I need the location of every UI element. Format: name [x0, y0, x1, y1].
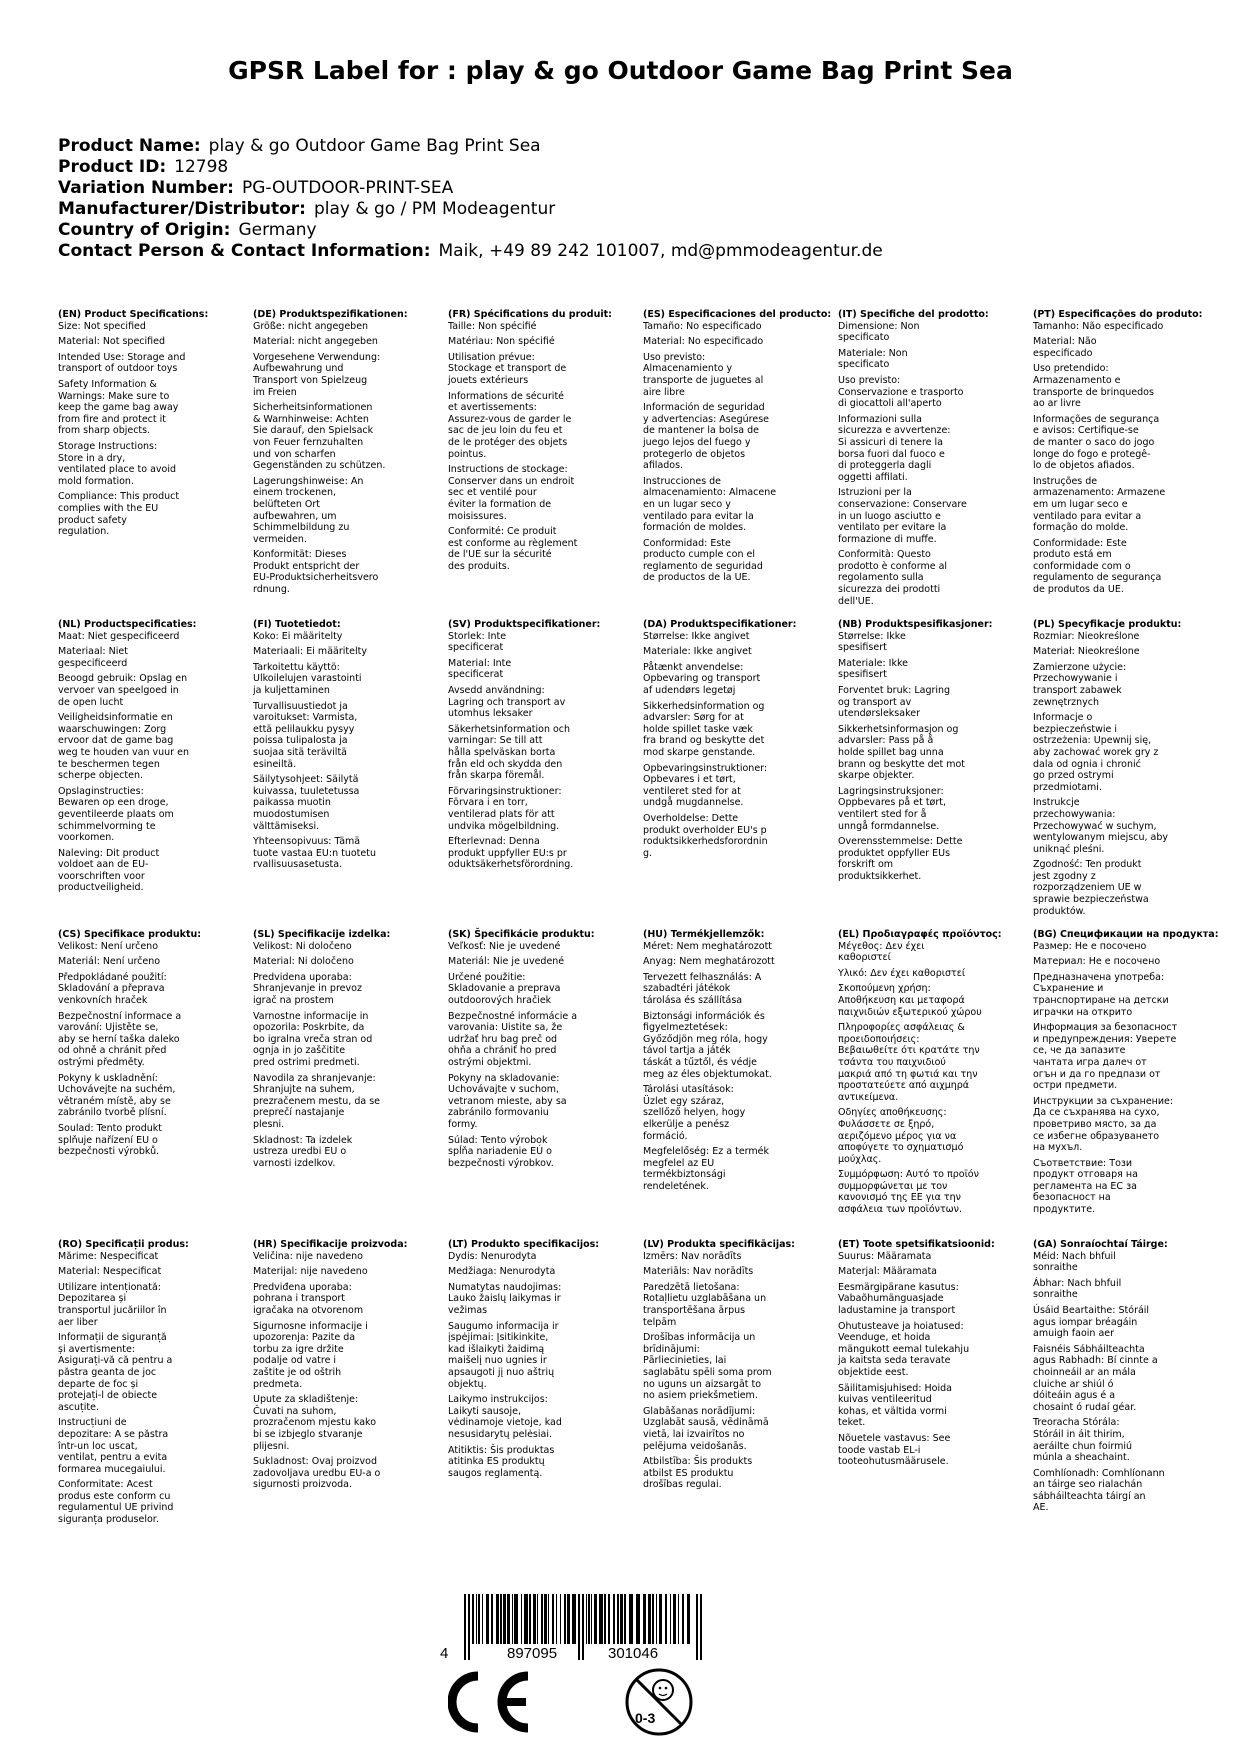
spec-line: Súlad: Tento výrobok spĺňa nariadenie EÚ o bezpečnosti výrobkov. — [448, 1134, 554, 1169]
info-label: Country of Origin: — [58, 220, 231, 240]
spec-line: Materijal: nije navedeno — [253, 1266, 368, 1278]
spec-block — [253, 309, 428, 600]
spec-line: Varnostne informacije in opozorila: Poskrbite, da bo igralna vreča stran od ognja in jo zaščitite pred ostrimi predmeti. — [253, 1010, 373, 1068]
spec-block — [58, 309, 233, 542]
spec-line: Comhlíonadh: Comhlíonann an táirge seo rialachán sábháilteachta táirgí an AE. — [1033, 1467, 1165, 1514]
spec-line: Soulad: Tento produkt splňuje nařízení EU o bezpečnosti výrobků. — [58, 1122, 163, 1158]
spec-line: Material: No especificado — [643, 336, 764, 348]
spec-line: Lagerungshinweise: An einem trockenen, belüfteten Ort aufbewahren, um Schimmelbildung zu vermeiden. — [253, 475, 364, 545]
spec-line: Sigurnosne informacije i upozorenja: Pazite da torbu za igre držite podalje od vatre i zaštite je od oštrih predmeta. — [253, 1320, 368, 1390]
spec-line: Méid: Nach bhfuil sonraithe — [1033, 1250, 1116, 1274]
info-value: PG-OUTDOOR-PRINT-SEA — [241, 178, 454, 198]
spec-line: Bezpečnostné informácie a varovania: Uistite sa, že udržať hru bag preč od ohňa a chrániť ho pred ostrými objektmi. — [448, 1010, 578, 1068]
barcode-bar — [687, 1594, 690, 1644]
spec-block — [58, 929, 233, 1162]
spec-line: Skladnost: Ta izdelek ustreza uredbi EU o varnosti izdelkov. — [253, 1134, 353, 1169]
barcode-bar — [665, 1594, 667, 1644]
spec-heading: (BG) Спецификации на продукта: — [1033, 929, 1219, 940]
spec-line: Material: Nespecificat — [58, 1266, 162, 1278]
spec-line: Zgodność: Ten produkt jest zgodny z rozporządzeniem UE w sprawie bezpieczeństwa produktów. — [1033, 859, 1149, 917]
spec-line: Informacje o bezpieczeństwie i ostrzeżenia: Upewnij się, aby zachować worek gry z dala od ognia i chronić go przed ostrymi przedmiotami. — [1033, 712, 1159, 793]
spec-heading: (FI) Tuotetiedot: — [253, 619, 341, 630]
barcode-bar — [524, 1594, 528, 1644]
spec-line: Πληροφορίες ασφάλειας & προειδοποιήσεις: Βεβαιωθείτε ότι κρατάτε την τσάντα του παιχνιδιού μακριά από τη φωτιά και την προστατεύετε από αιχμηρά αντικείμενα. — [838, 1022, 980, 1103]
spec-heading: (DE) Produktspezifikationen: — [253, 309, 408, 320]
spec-line: Materiale: Non specificato — [838, 347, 908, 371]
spec-line: Materiale: Ikke angivet — [643, 646, 752, 658]
spec-line: Материал: Не е посочено — [1033, 956, 1161, 968]
barcode-bar — [594, 1594, 597, 1644]
info-value: play & go Outdoor Game Bag Print Sea — [208, 136, 541, 156]
barcode-bar — [659, 1594, 662, 1644]
spec-heading: (GA) Sonraíochtaí Táirge: — [1033, 1239, 1168, 1250]
spec-line: Beoogd gebruik: Opslag en vervoer van speelgoed in de open lucht — [58, 673, 188, 708]
country-row — [58, 220, 1188, 241]
spec-block — [838, 1239, 1013, 1472]
spec-line: Naleving: Dit product voldoet aan de EU- voorschriften voor productveiligheid. — [58, 847, 160, 894]
barcode-bar — [678, 1594, 679, 1644]
spec-line: Efterlevnad: Denna produkt uppfyller EU:s pr oduktsäkerhetsförordning. — [448, 836, 574, 871]
spec-line: Compliance: This product complies with the EU product safety regulation. — [58, 491, 180, 538]
info-label: Contact Person & Contact Information: — [58, 241, 431, 261]
spec-line: Materiaal: Niet gespecificeerd — [58, 646, 128, 669]
barcode-bar — [652, 1594, 654, 1644]
spec-block — [838, 619, 1013, 886]
spec-line: Uso previsto: Conservazione e trasporto di giocattoli all'aperto — [838, 374, 964, 410]
ce-mark-icon — [448, 1670, 538, 1734]
spec-heading: (PT) Especificações do produto: — [1033, 309, 1203, 320]
spec-line: Laikymo instrukcijos: Laikyti sausoje, vėdinamoje vietoje, kad nesusidarytų pelėsiai. — [448, 1394, 562, 1440]
spec-line: Instrucciones de almacenamiento: Almacene en un lugar seco y ventilado para evitar la formación de moldes. — [643, 475, 777, 534]
spec-line: Conformité: Ce produit est conforme au règlement de l'UE sur la sécurité des produits. — [448, 526, 578, 572]
spec-heading: (SV) Produktspecifikationer: — [448, 619, 601, 630]
barcode-bar — [560, 1594, 561, 1644]
manufacturer-row — [58, 199, 1188, 220]
spec-line: Izmērs: Nav norādīts — [643, 1250, 742, 1262]
spec-line: Určené použitie: Skladovanie a preprava outdoorových hračiek — [448, 971, 561, 1006]
barcode-bar — [537, 1594, 538, 1644]
spec-line: Vorgesehene Verwendung: Aufbewahrung und Transport von Spielzeug im Freien — [253, 351, 381, 398]
spec-line: Size: Not specified — [58, 320, 146, 332]
spec-line: Atbilstība: Šis produkts atbilst ES produktu drošības regulai. — [643, 1456, 753, 1491]
info-value: play & go / PM Modeagentur — [313, 199, 556, 219]
barcode-bar — [464, 1594, 466, 1660]
barcode-bar — [478, 1594, 480, 1644]
spec-line: Mărime: Nespecificat — [58, 1250, 159, 1262]
barcode-bar — [533, 1594, 536, 1644]
spec-line: Koko: Ei määritelty — [253, 630, 343, 642]
spec-line: Υλικό: Δεν έχει καθοριστεί — [838, 967, 966, 979]
spec-line: Medžiaga: Nenurodyta — [448, 1266, 556, 1278]
spec-block — [448, 929, 623, 1173]
spec-line: Informazioni sulla sicurezza e avvertenze: Si assicuri di tenere la borsa fuori dal fuoco e di proteggerla dagli oggetti affilati. — [838, 413, 951, 483]
spec-heading: (SK) Špecifikácie produktu: — [448, 929, 595, 940]
spec-line: Dimensione: Non specificato — [838, 320, 920, 344]
spec-line: Velikost: Není určeno — [58, 940, 159, 952]
barcode-bar — [604, 1594, 606, 1644]
spec-line: Saugumo informacija ir įspėjimai: Įsitikinkite, kad išlaikyti žaidimą maišelį nuo ugnies ir apsaugoti jį nuo aštrių objektų. — [448, 1320, 559, 1390]
product-id-row — [58, 157, 1188, 178]
spec-line: Bezpečnostní informace a varování: Ujistěte se, aby se herní taška daleko od ohně a chránit před ostrými předměty. — [58, 1010, 182, 1068]
spec-heading: (LT) Produkto specifikacijos: — [448, 1239, 600, 1250]
info-value: Maik, +49 89 242 101007, md@pmmodeagentur.de — [438, 241, 883, 261]
spec-line: Säilytysohjeet: Säilytä kuivassa, tuuletetussa paikassa muotin muodostumisen välttämiseksi. — [253, 774, 360, 832]
spec-line: Veľkosť: Nie je uvedené — [448, 940, 561, 952]
spec-block — [1033, 1239, 1208, 1518]
barcode-bar — [472, 1594, 474, 1644]
spec-line: Faisnéis Sábháilteachta agus Rabhadh: Bí cinnte a choinneáil ar an mála cluiche ar shiúl ó dóiteáin agus é a chosaint ó rudaí géar. — [1033, 1343, 1158, 1413]
barcode-bar — [643, 1594, 646, 1644]
info-label: Variation Number: — [58, 178, 234, 198]
barcode-bar — [514, 1594, 518, 1644]
spec-line: Informações de segurança e avisos: Certifique-se de manter o saco do jogo longe do fogo e protegê- lo de objetos afiados. — [1033, 413, 1160, 472]
spec-block — [1033, 309, 1208, 600]
spec-line: Yhteensopivuus: Tämä tuote vastaa EU:n tuotetu rvallisuusasetusta. — [253, 836, 376, 871]
info-label: Product Name: — [58, 136, 201, 156]
spec-line: Materiál: Není určeno — [58, 956, 161, 968]
barcode-bar — [529, 1594, 531, 1644]
spec-line: Materjal: Määramata — [838, 1266, 938, 1278]
barcode-bar — [682, 1594, 684, 1644]
spec-row — [58, 309, 1203, 619]
spec-block — [1033, 619, 1208, 921]
barcode-bar — [512, 1594, 513, 1644]
spec-line: Dydis: Nenurodyta — [448, 1250, 537, 1262]
spec-heading: (EN) Product Specifications: — [58, 309, 209, 320]
spec-line: Instrucțiuni de depozitare: A se păstra într-un loc uscat, ventilat, pentru a evita formarea mucegaiului. — [58, 1417, 169, 1475]
spec-row — [58, 929, 1219, 1239]
barcode-bar — [696, 1594, 698, 1660]
spec-line: Safety Information & Warnings: Make sure to keep the game bag away from fire and protect it from sharp objects. — [58, 378, 179, 437]
spec-line: Instruções de armazenamento: Armazene em um lugar seco e ventilado para evitar a formação do molde. — [1033, 475, 1166, 534]
spec-block — [643, 309, 832, 588]
spec-block — [58, 1239, 233, 1530]
spec-block — [448, 1239, 623, 1483]
spec-line: Zamierzone użycie: Przechowywanie i transport zabawek zewnętrznych — [1033, 661, 1127, 708]
spec-line: Pokyny k uskladnění: Uchovávejte na suchém, větraném místě, aby se zabránilo tvorbě plísní. — [58, 1072, 176, 1119]
barcode-bar — [541, 1594, 543, 1644]
barcode-bar — [500, 1594, 502, 1644]
barcode-bar — [599, 1594, 603, 1644]
barcode-bar — [629, 1594, 633, 1644]
spec-line: Material: Ni določeno — [253, 956, 354, 968]
spec-line: Påtænkt anvendelse: Opbevaring og transport af udendørs legetøj — [643, 661, 761, 696]
spec-line: Megfelelőség: Ez a termék megfelel az EU termékbiztonsági rendeletének. — [643, 1146, 770, 1192]
spec-line: Conformidad: Este producto cumple con el reglamento de seguridad de productos de la UE. — [643, 537, 763, 584]
spec-line: Tamanho: Não especificado — [1033, 320, 1164, 332]
spec-line: Uso pretendido: Armazenamento e transporte de brinquedos ao ar livre — [1033, 363, 1154, 410]
spec-line: Predviđena uporaba: pohrana i transport igračaka na otvorenom — [253, 1281, 364, 1316]
spec-line: Material: Not specified — [58, 336, 166, 348]
barcode-bar — [673, 1594, 676, 1644]
spec-line: Upute za skladištenje: Čuvati na suhom, prozračenom mjestu kako bi se izbjeglo stvaranje plijesni. — [253, 1394, 377, 1452]
barcode-bar — [586, 1594, 587, 1644]
spec-line: Turvallisuustiedot ja varoitukset: Varmista, että pelilaukku pysyy poissa tulipalosta ja suojaa sitä teräviltä esineiltä. — [253, 700, 358, 770]
spec-line: Nõuetele vastavus: See toode vastab EL-i tooteohutusmäärusele. — [838, 1432, 951, 1468]
spec-line: Информация за безопасност и предупреждения: Уверете се, че да запазите чантата игра далеч от огън и да го предпази от остри предмети. — [1033, 1022, 1178, 1092]
spec-heading: (ET) Toote spetsifikatsioonid: — [838, 1239, 995, 1250]
barcode-bar — [620, 1594, 623, 1644]
spec-block — [643, 1239, 818, 1495]
spec-line: Größe: nicht angegeben — [253, 320, 369, 332]
barcode-bar — [617, 1594, 619, 1644]
page-title: GPSR Label for : play & go Outdoor Game Bag Print Sea — [228, 56, 1013, 85]
spec-line: Material: nicht angegeben — [253, 336, 378, 348]
spec-line: Utilisation prévue: Stockage et transport de jouets extérieurs — [448, 351, 567, 386]
barcode-bar — [624, 1594, 626, 1644]
spec-heading: (HR) Specifikacije proizvoda: — [253, 1239, 408, 1250]
barcode-bar — [588, 1594, 590, 1644]
spec-line: Ábhar: Nach bhfuil sonraithe — [1033, 1277, 1122, 1301]
spec-line: Material: Não especificado — [1033, 336, 1097, 359]
spec-line: Istruzioni per la conservazione: Conservare in un luogo asciutto e ventilato per evitare la formazione di muffe. — [838, 487, 967, 545]
spec-heading: (DA) Produktspecifikationer: — [643, 619, 797, 630]
barcode — [440, 1592, 740, 1662]
spec-heading: (FR) Spécifications du produit: — [448, 309, 612, 320]
product-info — [58, 136, 1188, 262]
barcode-bar — [476, 1594, 477, 1644]
spec-line: Размер: Не е посочено — [1033, 940, 1147, 952]
spec-heading: (PL) Specyfikacje produktu: — [1033, 619, 1182, 630]
spec-line: Navodila za shranjevanje: Shranjujte na suhem, prezračenem mestu, da se preprečí nastajanje plesni. — [253, 1072, 380, 1130]
spec-line: Συμμόρφωση: Αυτό το προϊόν συμμορφώνεται με τον κανονισμό της ΕΕ για την ασφάλεια των προϊόντων. — [838, 1169, 979, 1216]
spec-line: Atitiktis: Šis produktas atitinka ES produktų saugos reglamentą. — [448, 1444, 555, 1479]
barcode-bar — [656, 1594, 657, 1644]
spec-line: Μέγεθος: Δεν έχει καθοριστεί — [838, 940, 925, 964]
spec-line: Størrelse: Ikke angivet — [643, 630, 750, 642]
spec-block — [58, 619, 233, 898]
barcode-bar — [548, 1594, 549, 1644]
barcode-bar — [491, 1594, 493, 1644]
barcode-bar — [578, 1594, 580, 1660]
product-name-row — [58, 136, 1188, 157]
spec-heading: (RO) Specificații produs: — [58, 1239, 189, 1250]
barcode-bar — [552, 1594, 554, 1644]
spec-line: Utilizare intenționată: Depozitarea și transportul jucăriilor în aer liber — [58, 1281, 167, 1328]
spec-line: Materiāls: Nav norādīts — [643, 1266, 754, 1278]
spec-heading: (HU) Termékjellemzők: — [643, 929, 765, 940]
spec-line: Pokyny na skladovanie: Uchovávajte v suchom, vetranom mieste, aby sa zabránilo formovaniu formy. — [448, 1072, 567, 1130]
spec-line: Предназначена употреба: Съхранение и транспортиране на детски играчки на открито — [1033, 971, 1169, 1018]
spec-line: Инструкции за съхранение: Да се съхранява на сухо, проветриво място, за да се избегне образуването на мухъл. — [1033, 1095, 1174, 1154]
info-label: Manufacturer/Distributor: — [58, 199, 306, 219]
spec-line: Drošības informācija un brīdinājumi: Pārliecinieties, lai saglabātu spēli soma prom no uguns un aizsargāt to no asiem priekšmetiem. — [643, 1332, 772, 1402]
barcode-bar — [648, 1594, 651, 1644]
spec-line: Conformitate: Acest produs este conform cu regulamentul UE privind siguranța produselor. — [58, 1479, 174, 1526]
info-value: 12798 — [174, 157, 229, 177]
spec-line: Velikost: Ni določeno — [253, 940, 352, 952]
barcode-bar — [468, 1594, 470, 1660]
spec-line: Ohutusteave ja hoiatused: Veenduge, et hoida mängukott eemal tulekahju ja kaitsta seda teravate objektide eest. — [838, 1320, 970, 1378]
contact-row — [58, 241, 1188, 262]
spec-grid — [58, 309, 1219, 1549]
spec-line: Instrukcje przechowywania: Przechowywać w suchym, wentylowanym miejscu, aby uniknąć pleśni. — [1033, 797, 1169, 855]
barcode-bar — [591, 1594, 592, 1644]
spec-line: Lagringsinstruksjoner: Oppbevares på et tørt, ventilert sted for å unngå formdannelse. — [838, 785, 947, 832]
spec-line: Maat: Niet gespecificeerd — [58, 630, 180, 642]
spec-line: Anyag: Nem meghatározott — [643, 956, 775, 968]
barcode-bar — [503, 1594, 506, 1644]
spec-block — [643, 619, 818, 863]
spec-block — [253, 1239, 428, 1495]
spec-line: Información de seguridad y advertencias: Asegúrese de mantener la bolsa de juego lejos del fuego y protegerlo de objetos afilados. — [643, 402, 769, 472]
spec-line: Sikkerhetsinformasjon og advarsler: Pass på å holde spillet bag unna brann og beskytte det mot skarpe objekter. — [838, 723, 966, 782]
spec-line: Biztonsági információk és figyelmeztetések: Győződjön meg róla, hogy távol tartja a játék táskát a tűztől, és védje meg az éles objektumokat. — [643, 1010, 772, 1080]
spec-row — [58, 619, 1198, 929]
spec-heading: (IT) Specifiche del prodotto: — [838, 309, 989, 320]
barcode-bar — [582, 1594, 584, 1660]
spec-block — [448, 619, 623, 875]
barcode-bar — [636, 1594, 640, 1644]
spec-line: Conformità: Questo prodotto è conforme al regolamento sulla sicurezza dei prodotti dell'UE. — [838, 549, 948, 607]
barcode-bars — [464, 1594, 702, 1660]
spec-line: Tárolási utasítások: Üzlet egy száraz, szellőző helyen, hogy elkerülje a penész formáció. — [643, 1084, 746, 1142]
variation-number-row — [58, 178, 1188, 199]
spec-line: Säilitamisjuhised: Hoida kuivas ventileeritud kohas, et vältida vormi teket. — [838, 1382, 952, 1429]
barcode-group-1: 897095 — [507, 1645, 558, 1662]
spec-heading: (NB) Produktspesifikasjoner: — [838, 619, 993, 630]
spec-line: Informații de siguranță și avertismente: Asigurați-vă că pentru a păstra geanta de joc departe de foc și protejați-l de obiecte ascuțite. — [58, 1332, 173, 1413]
barcode-bar — [670, 1594, 671, 1644]
spec-line: Veličina: nije navedeno — [253, 1250, 363, 1262]
spec-line: Veiligheidsinformatie en waarschuwingen: Zorg ervoor dat de game bag weg te houden van vuur en te beschermen tegen scherpe objecten. — [58, 712, 189, 782]
spec-heading: (NL) Productspecificaties: — [58, 619, 197, 630]
spec-line: Úsáid Beartaithe: Stóráil agus iompar bréagáin amuigh faoin aer — [1033, 1304, 1150, 1340]
spec-line: Förvaringsinstruktioner: Förvara i en torr, ventilerad plats för att undvika mögelbildning. — [448, 785, 562, 832]
spec-block — [448, 309, 623, 576]
barcode-bar — [564, 1594, 566, 1644]
spec-line: Storage Instructions: Store in a dry, ventilated place to avoid mold formation. — [58, 440, 176, 487]
spec-line: Paredzētā lietošana: Rotaļlietu uzglabāšana un transportēšana ārpus telpām — [643, 1281, 767, 1328]
spec-line: Materiál: Nie je uvedené — [448, 956, 565, 968]
spec-line: Uso previsto: Almacenamiento y transporte de juguetes al aire libre — [643, 351, 764, 398]
spec-line: Numatytas naudojimas: Lauko žaislų laikymas ir vežimas — [448, 1281, 562, 1316]
spec-block — [1033, 929, 1219, 1220]
spec-line: Materiał: Nieokreślone — [1033, 646, 1140, 658]
spec-line: Taille: Non spécifié — [448, 320, 537, 332]
barcode-bar — [556, 1594, 557, 1644]
spec-line: Tamaño: No especificado — [643, 320, 762, 332]
spec-heading: (SL) Specifikacije izdelka: — [253, 929, 391, 940]
spec-line: Avsedd användning: Lagring och transport av utomhus leksaker — [448, 684, 566, 720]
spec-line: Materiaali: Ei määritelty — [253, 646, 367, 658]
spec-line: Tervezett felhasználás: A szabadtéri játékok tárolása és szállítása — [643, 971, 762, 1006]
age-warning-icon — [623, 1666, 695, 1738]
spec-line: Sukladnost: Ovaj proizvod zadovoljava uredbu EU-a o sigurnosti proizvoda. — [253, 1456, 381, 1491]
spec-line: Informations de sécurité et avertissements: Assurez-vous de garder le sac de jeu loin du feu et de le protéger des objets pointus. — [448, 390, 572, 460]
spec-line: Treoracha Stórála: Stóráil in áit thirim, aeráilte chun foirmiú múnla a sheachaint. — [1033, 1417, 1133, 1464]
barcode-digit-1: 4 — [440, 1645, 449, 1662]
spec-line: Conformidade: Este produto está em conformidade com o regulamento de segurança de produtos da UE. — [1033, 537, 1162, 596]
spec-heading: (EL) Προδιαγραφές προϊόντος: — [838, 929, 1002, 940]
spec-line: Σκοπούμενη χρήση: Αποθήκευση και μεταφορά παιχνιδιών εξωτερικού χώρου — [838, 983, 982, 1018]
spec-line: Eesmärgipärane kasutus: Vabaõhumänguasjade ladustamine ja transport — [838, 1281, 959, 1316]
spec-line: Predvidena uporaba: Shranjevanje in prevoz igrač na prostem — [253, 971, 362, 1006]
spec-line: Glabāšanas norādījumi: Uzglabāt sausā, vēdināmā vietā, lai izvairītos no pelējuma veidošanās. — [643, 1405, 769, 1452]
spec-line: Konformität: Dieses Produkt entspricht der EU-Produktsicherheitsvero rdnung. — [253, 549, 379, 596]
spec-line: Overensstemmelse: Dette produktet oppfyller EUs forskrift om produktsikkerhet. — [838, 836, 963, 882]
spec-line: Intended Use: Storage and transport of outdoor toys — [58, 351, 186, 375]
spec-heading: (ES) Especificaciones del producto: — [643, 309, 832, 320]
spec-block — [253, 619, 428, 875]
info-label: Product ID: — [58, 157, 167, 177]
barcode-bar — [496, 1594, 499, 1644]
barcode-group-2: 301046 — [608, 1645, 659, 1662]
barcode-bar — [507, 1594, 510, 1644]
spec-heading: (LV) Produkta specifikācijas: — [643, 1239, 795, 1250]
barcode-bar — [521, 1594, 522, 1644]
spec-block — [253, 929, 428, 1173]
spec-line: Οδηγίες αποθήκευσης: Φυλάσσετε σε ξηρό, αεριζόμενο μέρος για να αποφύγετε το σχηματισμό μούχλας. — [838, 1107, 964, 1165]
info-value: Germany — [238, 220, 317, 240]
spec-row — [58, 1239, 1198, 1549]
spec-line: Materiale: Ikke spesifisert — [838, 657, 908, 681]
spec-line: Předpokládané použití: Skladování a přeprava venkovních hraček — [58, 971, 167, 1006]
spec-line: Matériau: Non spécifié — [448, 336, 555, 348]
spec-line: Съответствие: Този продукт отговаря на регламента на ЕС за безопасност на продуктите. — [1033, 1157, 1138, 1216]
barcode-bar — [700, 1594, 702, 1660]
barcode-bar — [486, 1594, 489, 1644]
spec-line: Méret: Nem meghatározott — [643, 940, 773, 952]
spec-line: Opbevaringsinstruktioner: Opbevares i et tørt, ventileret sted for at undgå mugdannelse. — [643, 762, 768, 809]
barcode-bar — [567, 1594, 570, 1644]
barcode-bar — [613, 1594, 615, 1644]
barcode-bar — [482, 1594, 483, 1644]
spec-heading: (CS) Specifikace produktu: — [58, 929, 202, 940]
barcode-bar — [608, 1594, 610, 1644]
spec-line: Säkerhetsinformation och varningar: Se till att hålla spelväskan borta från eld och skydda den från skarpa föremål. — [448, 723, 571, 782]
spec-line: Overholdelse: Dette produkt overholder EU's p roduktsikkerhedsforordnin g. — [643, 812, 768, 859]
spec-line: Forventet bruk: Lagring og transport av utendørsleksaker — [838, 684, 951, 720]
spec-line: Opslaginstructies: Bewaren op een droge, geventileerde plaats om schimmelvorming te voorkomen. — [58, 785, 174, 844]
spec-line: Tarkoitettu käyttö: Ulkoilelujen varastointi ja kuljettaminen — [253, 661, 362, 696]
age-label: 0-3 — [635, 1710, 656, 1726]
spec-line: Rozmiar: Nieokreślone — [1033, 630, 1140, 642]
barcode-bar — [572, 1594, 576, 1644]
spec-line: Instructions de stockage: Conserver dans un endroit sec et ventilé pour éviter la formation de moisissures. — [448, 464, 575, 522]
barcode-bar — [544, 1594, 547, 1644]
spec-block — [643, 929, 818, 1196]
spec-line: Material: Inte specificerat — [448, 657, 512, 681]
spec-line: Storlek: Inte specificerat — [448, 630, 507, 654]
spec-line: Sicherheitsinformationen & Warnhinweise: Achten Sie darauf, den Spielsack von Feuer fernzuhalten und von scharfen Gegenständen zu schützen. — [253, 402, 386, 472]
spec-line: Størrelse: Ikke spesifisert — [838, 630, 906, 654]
spec-line: Suurus: Määramata — [838, 1250, 932, 1262]
spec-line: Sikkerhedsinformation og advarsler: Sørg for at holde spillet taske væk fra brand og beskytte det mod skarpe genstande. — [643, 700, 765, 758]
spec-block — [838, 929, 1013, 1220]
spec-block — [838, 309, 1013, 611]
